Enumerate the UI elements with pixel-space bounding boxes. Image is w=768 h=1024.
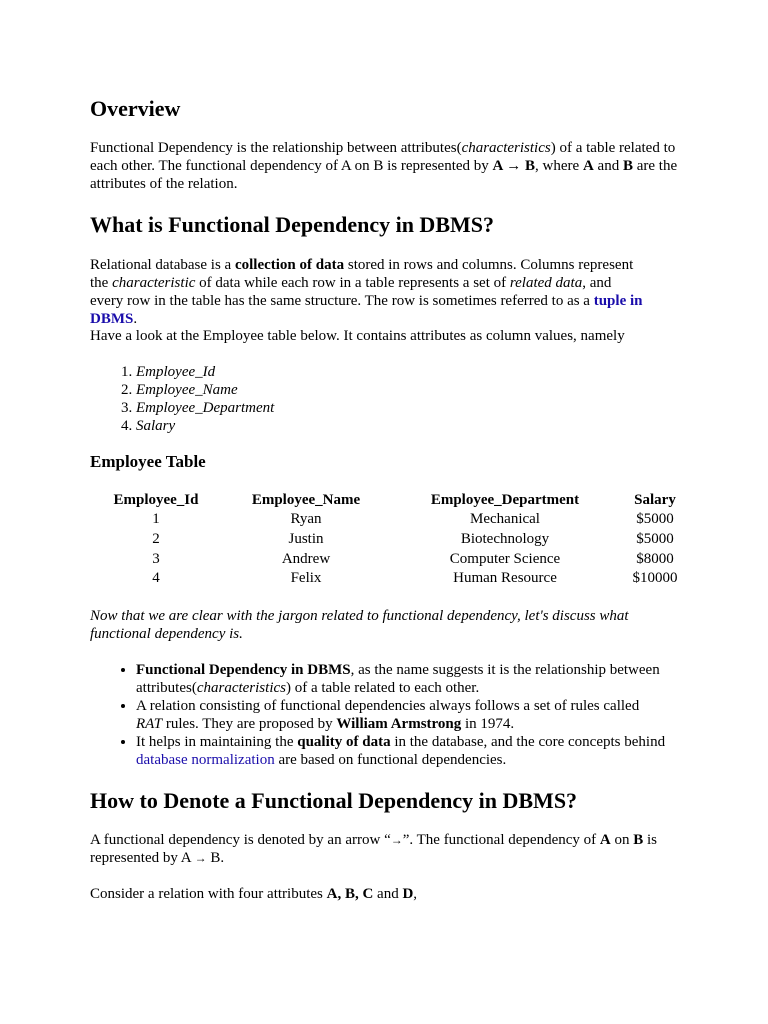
list-item [136, 733, 728, 769]
what-heading: What is Functional Dependency in DBMS? [90, 212, 494, 237]
text-run: ”. The functional dependency of [402, 832, 600, 848]
what-paragraph-2: Have a look at the Employee table below. It contains attributes as column values, namely [90, 328, 625, 344]
table-cell: $10000 [632, 570, 678, 587]
attribute-list [90, 363, 736, 435]
tuple-in-dbms-link[interactable]: tuple in DBMS [90, 293, 643, 327]
column-header: Employee_Id [113, 491, 199, 508]
table-cell: 1 [152, 511, 160, 528]
list-item [136, 363, 736, 381]
table-header-row [90, 490, 690, 510]
text-run: are the attributes of the relation. [90, 158, 678, 192]
table-cell: Computer Science [449, 550, 561, 567]
list-item [136, 417, 736, 435]
table-cell: Human Resource [453, 570, 557, 587]
text-run: It helps in maintaining the [136, 734, 298, 750]
text-run: . [133, 311, 138, 327]
arrow-symbol: → [390, 833, 403, 847]
text-run: characteristic [112, 275, 196, 291]
table-row [90, 568, 690, 588]
overview-heading: Overview [90, 96, 181, 121]
bullet-list [90, 661, 728, 769]
text-run: characteristics [461, 140, 551, 156]
text-run: A, B, C [326, 886, 374, 902]
table-row [90, 549, 690, 569]
text-run: is represented by A [90, 832, 658, 866]
overview-paragraph [90, 139, 682, 193]
text-run: quality of data [297, 734, 391, 750]
text-run: characteristics [196, 680, 286, 696]
table-cell: Justin [288, 530, 324, 547]
column-header: Employee_Name [251, 491, 361, 508]
text-run: B [622, 158, 633, 174]
text-run: collection of data [234, 257, 345, 273]
column-header: Salary [634, 491, 676, 508]
note-text: Now that we are clear with the jargon related to functional dependency, let's discuss what functional dependency is. [90, 608, 629, 642]
text-run: , [413, 886, 418, 902]
text-run: stored in rows and columns. Columns represent the [90, 257, 634, 291]
text-run: ) of a table related to each other. [285, 680, 480, 696]
text-run: , as the name suggests it is the relationship between attributes( [136, 662, 660, 696]
text-run: Functional Dependency in DBMS [136, 662, 351, 678]
text-run: Functional Dependency is the relationship between attributes( [90, 140, 462, 156]
table-cell: $5000 [636, 511, 674, 528]
text-run: B [633, 832, 644, 848]
text-run: of data while each row in a table represents a set of [195, 275, 510, 291]
text-run: A [582, 158, 594, 174]
table-cell: Biotechnology [460, 530, 550, 547]
text-run: and [593, 158, 623, 174]
text-run: William Armstrong [336, 716, 462, 732]
text-run: D [402, 886, 414, 902]
table-cell: Ryan [290, 511, 322, 528]
list-item-text: Employee_Department [136, 400, 275, 416]
list-item [136, 399, 736, 417]
database-normalization-link[interactable]: database normalization [136, 752, 275, 768]
text-run: on [610, 832, 634, 848]
list-item [136, 381, 736, 399]
text-run: Consider a relation with four attributes [90, 886, 327, 902]
text-run: , and every row in the table has the same structure. The row is sometimes referred to as a [90, 275, 612, 309]
list-item [136, 661, 728, 697]
text-run: A relation consisting of functional dependencies always follows a set of rules called [136, 698, 640, 714]
table-cell: $5000 [636, 530, 674, 547]
table-row [90, 529, 690, 549]
employee-table [90, 490, 690, 588]
employee-table-heading: Employee Table [90, 452, 206, 471]
column-header: Employee_Department [430, 491, 580, 508]
list-item-text: Employee_Name [136, 382, 238, 398]
what-paragraph-1 [90, 256, 646, 328]
text-run: in the database, and the core concepts behind [390, 734, 666, 750]
text-run: rules. They are proposed by [162, 716, 337, 732]
list-item-text: Salary [136, 418, 176, 434]
text-run: A → B [492, 158, 536, 174]
table-cell: 2 [152, 530, 160, 547]
text-run: A [599, 832, 611, 848]
table-cell: $8000 [636, 550, 674, 567]
table-cell: 4 [152, 570, 160, 587]
table-cell: Andrew [281, 550, 331, 567]
list-item [136, 697, 728, 733]
text-run: B. [206, 850, 225, 866]
text-run: A functional dependency is denoted by an arrow “ [90, 832, 391, 848]
denote-paragraph-2 [90, 885, 690, 903]
denote-paragraph-1 [90, 831, 672, 867]
text-run: and [373, 886, 403, 902]
arrow-symbol: → [194, 851, 207, 865]
table-cell: Felix [290, 570, 322, 587]
table-cell: Mechanical [470, 511, 540, 528]
text-run: RAT [136, 716, 163, 732]
table-cell: 3 [152, 550, 160, 567]
text-run: are based on functional dependencies. [274, 752, 507, 768]
list-item-text: Employee_Id [136, 364, 216, 380]
text-run: Relational database is a [90, 257, 235, 273]
text-run: ) of a table related to each other. The functional dependency of A on B is represented by [90, 140, 676, 174]
note-paragraph [90, 607, 650, 643]
denote-heading: How to Denote a Functional Dependency in DBMS? [90, 788, 578, 813]
text-run: , where [535, 158, 583, 174]
text-run: in 1974. [461, 716, 515, 732]
table-row [90, 510, 690, 530]
text-run: related data [509, 275, 583, 291]
